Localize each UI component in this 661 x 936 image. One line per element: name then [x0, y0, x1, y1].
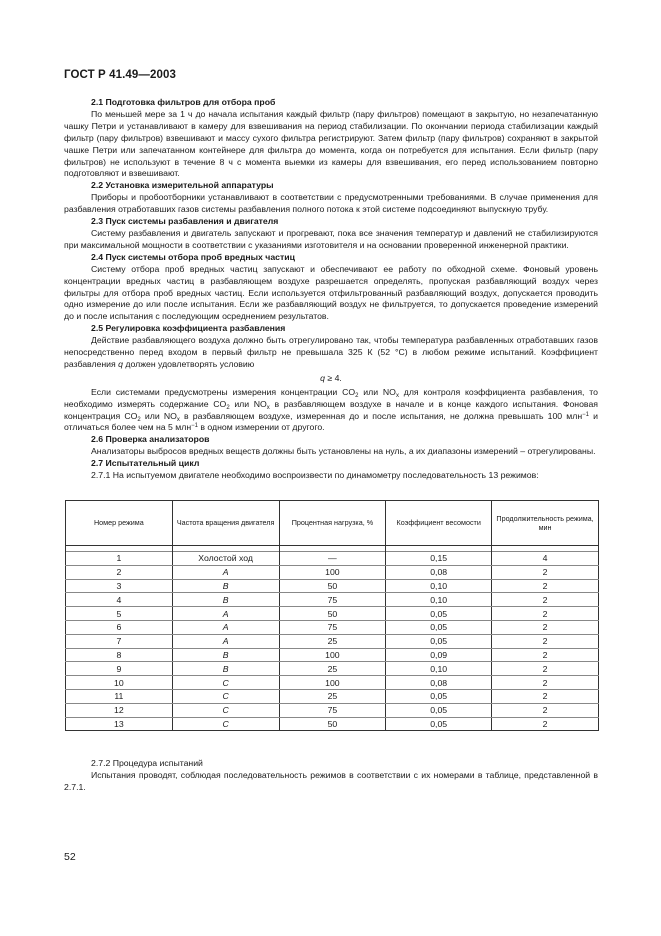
cell-weighting-factor: 0,05: [386, 620, 492, 634]
cell-engine-speed: Холостой ход: [172, 552, 279, 566]
header-mode-number: Номер режима: [66, 501, 173, 546]
cell-load-percent: 100: [279, 676, 386, 690]
cell-load-percent: 25: [279, 634, 386, 648]
table-row: [66, 634, 599, 648]
section-2-5-paragraph-2: Если системами предусмотрены измерения концентрации $CO_2$ или $NO_x$ для контроля коэффициента разбавления, то необходимо измерять содержание $CO_2$ или $NO_x$ в разбавляющем воздухе в начале и в конце каждого испытания. Фоновая концентрация $CO_2$ или $NO_x$ в разбавляющем воздухе, измеренная до и после испытания, не должна превышать 100 млн$^{-1}$ и отличаться более чем на 5 млн$^{-1}$ в одном измерении от другого.: [64, 386, 598, 433]
cell-load-percent: 25: [279, 689, 386, 703]
table-header-row: [66, 501, 599, 546]
cell-mode-number: 11: [66, 689, 173, 703]
section-2-5-text: Действие разбавляющего воздуха должно быть отрегулировано так, чтобы температура разбавленных отработавших газов непосредственно перед входом в первый фильтр не превышала 325 К (52 °С) в любом режиме испытаний. Коэффициент разбавления q должен удовлетворять условию: [64, 335, 598, 369]
page-number: 52: [64, 851, 76, 863]
cell-weighting-factor: 0,08: [386, 565, 492, 579]
cell-mode-number: 1: [66, 552, 173, 566]
cell-weighting-factor: 0,15: [386, 552, 492, 566]
cell-mode-number: 2: [66, 565, 173, 579]
cell-engine-speed: A: [172, 620, 279, 634]
cell-mode-number: 8: [66, 648, 173, 662]
section-2-7-heading: 2.7 Испытательный цикл: [91, 458, 200, 469]
header-load-percent: Процентная нагрузка, %: [279, 501, 386, 546]
header-weighting-factor: Коэффициент весомости: [386, 501, 492, 546]
section-2-1-text: По меньшей мере за 1 ч до начала испытания каждый фильтр (пару фильтров) помещают в закрытую, но незапечатанную чашку Петри и устанавливают в камеру для взвешивания на период стабилизации. По окончании периода стабилизации каждый фильтр (пару фильтров) взвешивают и массу сухого фильтра регистрируют. Затем фильтр (пару фильтров) сохраняют в закрытой чашке Петри или запечатанном контейнере для фильтра до момента, когда он потребуется для испытания. Если фильтр (пару фильтров) не используют в течение 8 ч с момента выемки из камеры для взвешивания, его перед использованием повторно подготовляют и взвешивают.: [64, 108, 598, 179]
cell-load-percent: 50: [279, 717, 386, 731]
cell-weighting-factor: 0,09: [386, 648, 492, 662]
cell-load-percent: 25: [279, 662, 386, 676]
section-2-4-heading: 2.4 Пуск системы отбора проб вредных частиц: [91, 251, 295, 262]
cell-load-percent: 75: [279, 593, 386, 607]
cell-mode-duration: 2: [492, 689, 599, 703]
section-2-3-text: Систему разбавления и двигатель запускают и прогревают, пока все значения температур и давлений не стабилизируются при максимальной мощности в соответствии с указаниями изготовителя и на основании проверенной инженерной практики.: [64, 227, 598, 250]
cell-weighting-factor: 0,08: [386, 676, 492, 690]
table-row: [66, 565, 599, 579]
header-engine-speed: Частота вращения двигателя: [172, 501, 279, 546]
cell-mode-duration: 4: [492, 552, 599, 566]
cell-mode-duration: 2: [492, 634, 599, 648]
cell-load-percent: 50: [279, 579, 386, 593]
table-body: [66, 546, 599, 731]
cell-weighting-factor: 0,05: [386, 689, 492, 703]
cell-mode-number: 13: [66, 717, 173, 731]
cell-mode-number: 12: [66, 703, 173, 717]
cell-weighting-factor: 0,05: [386, 607, 492, 621]
document-code: ГОСТ Р 41.49—2003: [64, 69, 176, 81]
test-cycle-table-wrapper: [65, 500, 598, 731]
section-2-5-heading: 2.5 Регулировка коэффициента разбавления: [91, 323, 286, 334]
cell-mode-number: 9: [66, 662, 173, 676]
test-cycle-table: [65, 500, 599, 731]
document-body: [64, 97, 598, 794]
cell-load-percent: —: [279, 552, 386, 566]
cell-engine-speed: C: [172, 676, 279, 690]
cell-engine-speed: B: [172, 579, 279, 593]
table-row: [66, 579, 599, 593]
table-row: [66, 593, 599, 607]
cell-mode-number: 5: [66, 607, 173, 621]
cell-mode-number: 10: [66, 676, 173, 690]
table-row: [66, 662, 599, 676]
cell-engine-speed: A: [172, 607, 279, 621]
cell-engine-speed: A: [172, 634, 279, 648]
section-2-2-text: Приборы и пробоотборники устанавливают в соответствии с предусмотренными требованиями. В случае применения для разбавления отработавших газов системы разбавления полного потока к этой системе подсоединяют выпускную трубу.: [64, 192, 598, 215]
cell-mode-duration: 2: [492, 607, 599, 621]
section-2-1-heading: 2.1 Подготовка фильтров для отбора проб: [91, 97, 276, 107]
cell-mode-number: 3: [66, 579, 173, 593]
cell-load-percent: 50: [279, 607, 386, 621]
cell-weighting-factor: 0,10: [386, 593, 492, 607]
header-mode-duration: Продолжительность режима, мин: [492, 501, 599, 546]
cell-load-percent: 75: [279, 620, 386, 634]
cell-mode-duration: 2: [492, 717, 599, 731]
cell-load-percent: 100: [279, 565, 386, 579]
cell-engine-speed: B: [172, 662, 279, 676]
cell-mode-duration: 2: [492, 648, 599, 662]
cell-engine-speed: B: [172, 648, 279, 662]
cell-engine-speed: C: [172, 703, 279, 717]
cell-weighting-factor: 0,10: [386, 579, 492, 593]
section-2-7-2-text: Испытания проводят, соблюдая последовательность режимов в соответствии с их номерами в таблице, представленной в 2.7.1.: [64, 770, 598, 793]
section-2-4-text: Систему отбора проб вредных частиц запускают и обеспечивают ее работу по обходной схеме. Фоновый уровень концентрации вредных частиц в разбавляющем воздухе разрешается определять, пропуская разбавляющий воздух через фильтры для отбора проб вредных частиц. Если используется отфильтрованный разбавляющий воздух, допускается проводить одно измерение до или после испытания. Если же разбавляющий воздух не фильтруется, то допускается проведение измерений до и после испытания с последующим осреднением результатов.: [64, 263, 598, 322]
section-2-7-2-heading: 2.7.2 Процедура испытаний: [91, 758, 203, 769]
cell-mode-duration: 2: [492, 565, 599, 579]
dilution-ratio-formula: q ≥ 4.: [320, 372, 342, 383]
table-row: [66, 676, 599, 690]
table-row: [66, 703, 599, 717]
section-2-7-1-text: 2.7.1 На испытуемом двигателе необходимо воспроизвести по динамометру последовательность 13 режимов:: [91, 470, 539, 481]
cell-weighting-factor: 0,05: [386, 634, 492, 648]
cell-engine-speed: C: [172, 689, 279, 703]
cell-weighting-factor: 0,10: [386, 662, 492, 676]
section-2-2-heading: 2.2 Установка измерительной аппаратуры: [91, 180, 274, 191]
cell-engine-speed: A: [172, 565, 279, 579]
cell-mode-number: 6: [66, 620, 173, 634]
table-row: [66, 552, 599, 566]
table-row: [66, 648, 599, 662]
table-row: [66, 607, 599, 621]
cell-mode-number: 4: [66, 593, 173, 607]
section-2-3-heading: 2.3 Пуск системы разбавления и двигателя: [91, 216, 279, 227]
cell-load-percent: 75: [279, 703, 386, 717]
table-row: [66, 689, 599, 703]
cell-mode-duration: 2: [492, 676, 599, 690]
cell-mode-duration: 2: [492, 593, 599, 607]
table-row: [66, 717, 599, 731]
cell-weighting-factor: 0,05: [386, 703, 492, 717]
section-2-6-text: Анализаторы выбросов вредных веществ должны быть установлены на нуль, а их диапазоны измерений – отрегулированы.: [91, 446, 596, 457]
cell-mode-duration: 2: [492, 703, 599, 717]
cell-mode-duration: 2: [492, 662, 599, 676]
cell-mode-number: 7: [66, 634, 173, 648]
cell-mode-duration: 2: [492, 620, 599, 634]
section-2-6-heading: 2.6 Проверка анализаторов: [91, 434, 210, 445]
cell-weighting-factor: 0,05: [386, 717, 492, 731]
cell-engine-speed: B: [172, 593, 279, 607]
cell-mode-duration: 2: [492, 579, 599, 593]
cell-load-percent: 100: [279, 648, 386, 662]
table-row: [66, 620, 599, 634]
cell-engine-speed: C: [172, 717, 279, 731]
